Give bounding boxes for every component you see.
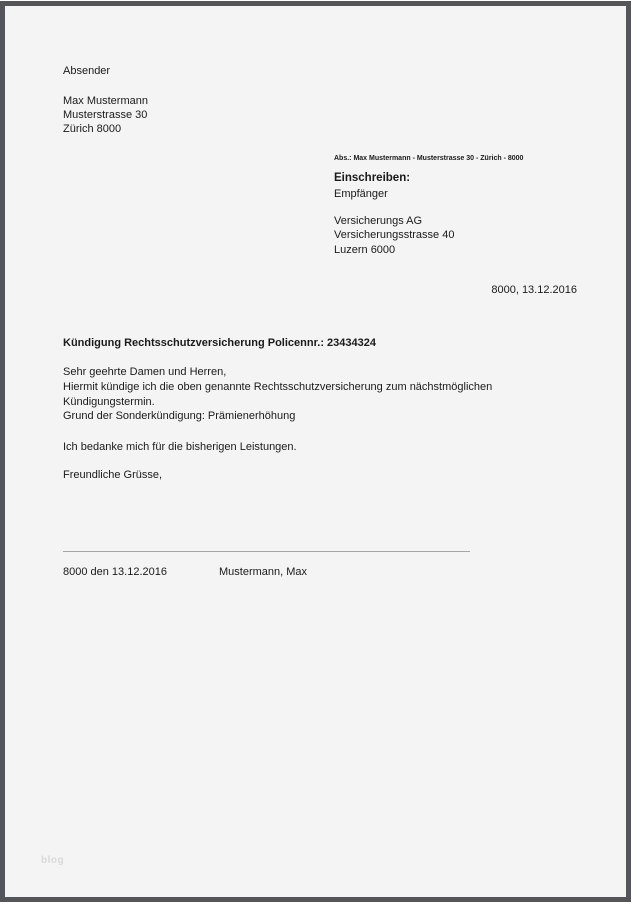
- body-text-line1: Hiermit kündige ich die oben genannte Rechtsschutzversicherung zum nächstmöglichen: [63, 381, 493, 393]
- subject-line: Kündigung Rechtsschutzversicherung Policennr.: 23434324: [63, 337, 376, 349]
- body-salutation: Sehr geehrte Damen und Herren,: [63, 366, 227, 378]
- sender-label: Absender: [63, 65, 111, 77]
- sender-street: Musterstrasse 30: [63, 109, 148, 121]
- body-thanks: Ich bedanke mich für die bisherigen Leistungen.: [63, 441, 297, 453]
- signature-divider: [63, 551, 470, 552]
- body-text-line2: Kündigungstermin.: [63, 396, 155, 408]
- signature-place-date: 8000 den 13.12.2016: [63, 566, 167, 578]
- signature-name: Mustermann, Max: [219, 566, 308, 578]
- delivery-type-label: Einschreiben:: [334, 172, 411, 184]
- recipient-company: Versicherungs AG: [334, 215, 423, 227]
- watermark-text: blog: [41, 855, 65, 866]
- return-address-line: Abs.: Max Mustermann - Musterstrasse 30 - Zürich - 8000: [334, 155, 524, 162]
- letter-page: [0, 1, 631, 902]
- recipient-label: Empfänger: [334, 188, 388, 200]
- cancellation-reason: Grund der Sonderkündigung: Prämienerhöhung: [63, 410, 296, 422]
- closing-line: Freundliche Grüsse,: [63, 469, 163, 481]
- sender-city: Zürich 8000: [63, 123, 122, 135]
- recipient-city: Luzern 6000: [334, 244, 396, 256]
- date-line: 8000, 13.12.2016: [491, 284, 577, 296]
- recipient-street: Versicherungsstrasse 40: [334, 229, 455, 241]
- sender-name: Max Mustermann: [63, 95, 148, 107]
